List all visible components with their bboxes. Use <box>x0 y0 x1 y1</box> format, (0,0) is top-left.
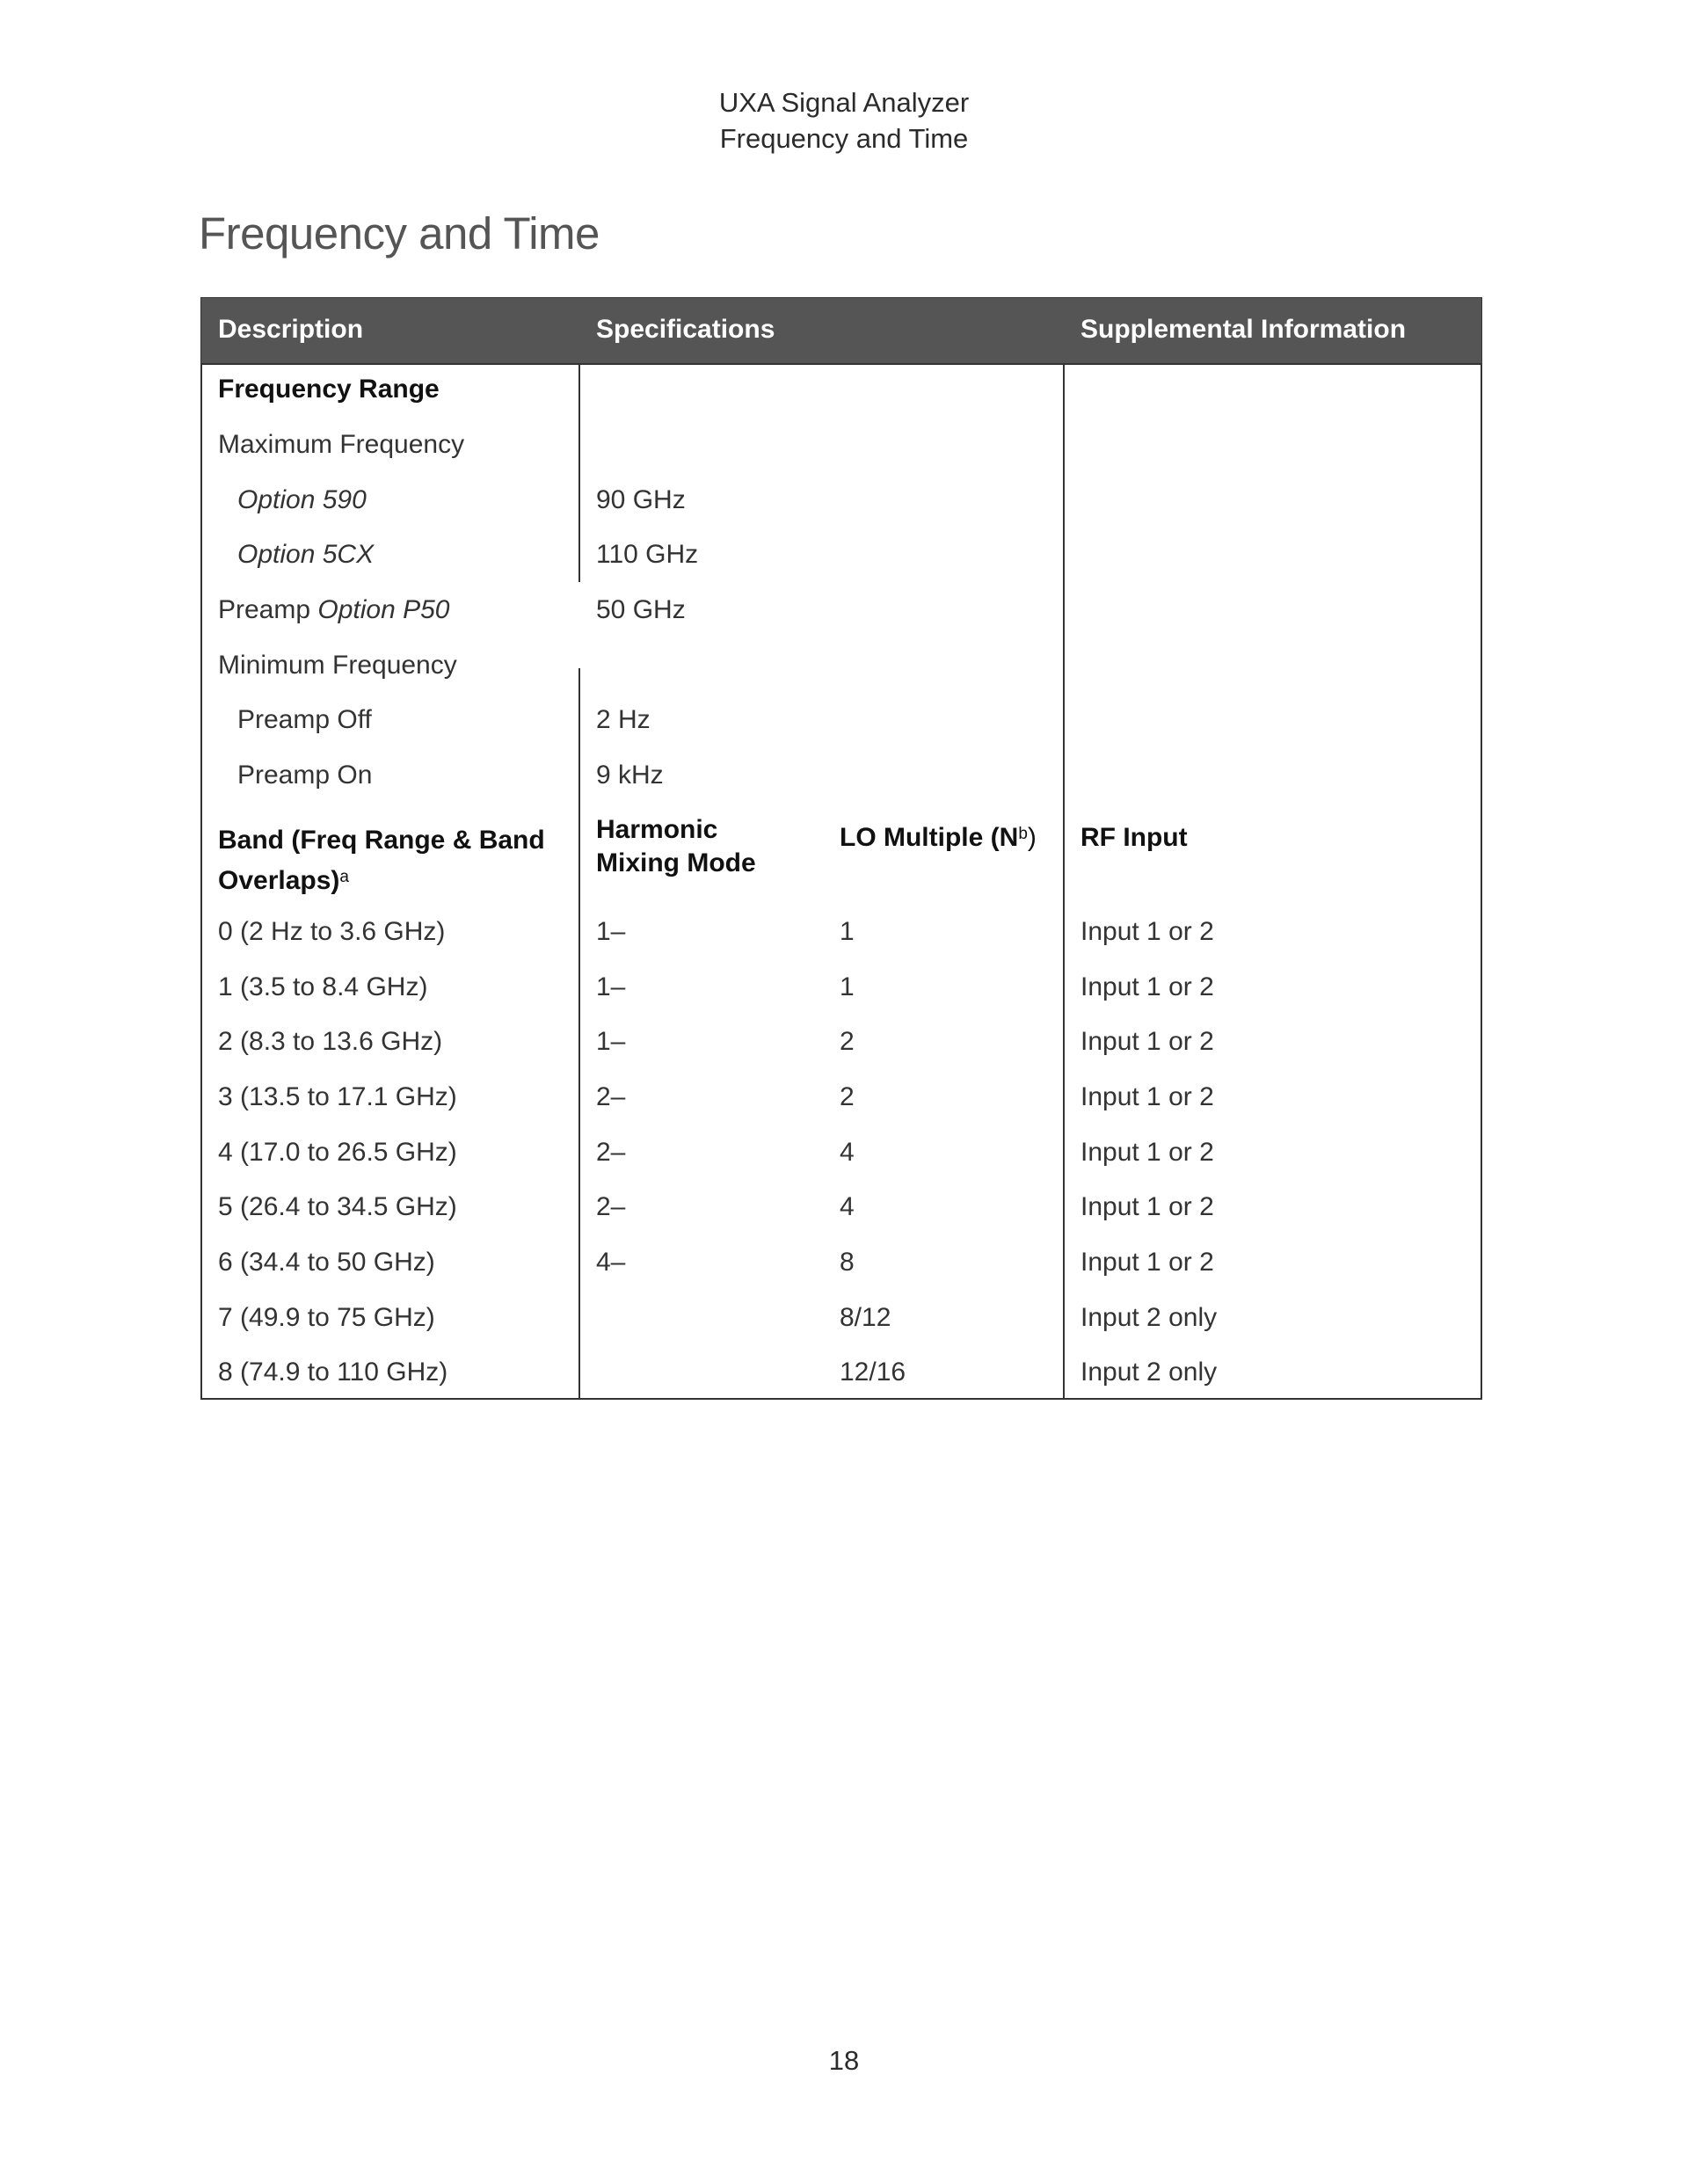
band-3: 3 (13.5 to 17.1 GHz) <box>218 1082 457 1111</box>
band-0-lo: 1 <box>840 917 855 946</box>
band-6: 6 (34.4 to 50 GHz) <box>218 1248 435 1277</box>
lo-multiple-text: LO Multiple (N <box>840 823 1019 852</box>
band-1-lo: 1 <box>840 972 855 1001</box>
band-7-lo: 8/12 <box>840 1303 891 1332</box>
band-7: 7 (49.9 to 75 GHz) <box>218 1303 435 1332</box>
footnote-a: a <box>339 868 349 886</box>
harmonic-mixing-header: Harmonic Mixing Mode <box>596 815 756 877</box>
option-5cx-label: Option 5CX <box>237 540 375 569</box>
band-header-text: Band (Freq Range & Band Overlaps) <box>218 826 545 895</box>
band-0: 0 (2 Hz to 3.6 GHz) <box>218 917 446 946</box>
section-title: Frequency and Time <box>199 208 600 258</box>
option-5cx-value: 110 GHz <box>596 540 699 569</box>
preamp-off-value: 2 Hz <box>596 705 651 734</box>
band-5-rf: Input 1 or 2 <box>1080 1192 1214 1221</box>
band-8: 8 (74.9 to 110 GHz) <box>218 1358 448 1387</box>
band-2-rf: Input 1 or 2 <box>1080 1027 1214 1056</box>
header-rule <box>200 363 1482 365</box>
preamp-on-value: 9 kHz <box>596 761 664 790</box>
option-590-label: Option 590 <box>237 485 367 514</box>
band-2-mode: 1– <box>596 1027 626 1056</box>
band-3-rf: Input 1 or 2 <box>1080 1082 1214 1111</box>
band-5-lo: 4 <box>840 1192 855 1221</box>
band-5-mode: 2– <box>596 1192 626 1221</box>
band-5: 5 (26.4 to 34.5 GHz) <box>218 1192 457 1221</box>
band-1-rf: Input 1 or 2 <box>1080 972 1214 1001</box>
column-divider <box>1063 364 1065 1400</box>
preamp-option-label <box>218 593 450 627</box>
rf-input-header: RF Input <box>1080 823 1188 852</box>
band-2-lo: 2 <box>840 1027 855 1056</box>
band-4-mode: 2– <box>596 1138 626 1167</box>
option-590-value: 90 GHz <box>596 485 686 514</box>
preamp-off-label: Preamp Off <box>237 705 372 734</box>
column-divider <box>578 364 580 582</box>
band-6-rf: Input 1 or 2 <box>1080 1248 1214 1277</box>
preamp-prefix: Preamp <box>218 595 311 624</box>
frequency-range-title: Frequency Range <box>218 375 440 404</box>
band-1-mode: 1– <box>596 972 626 1001</box>
header-description: Description <box>218 315 364 344</box>
header-specifications: Specifications <box>596 315 775 344</box>
band-0-mode: 1– <box>596 917 626 946</box>
preamp-on-label: Preamp On <box>237 761 373 790</box>
page-number: 18 <box>828 2045 860 2076</box>
band-1: 1 (3.5 to 8.4 GHz) <box>218 972 428 1001</box>
running-head-section: Frequency and Time <box>719 123 969 154</box>
band-4: 4 (17.0 to 26.5 GHz) <box>218 1138 457 1167</box>
max-frequency-label: Maximum Frequency <box>218 430 465 459</box>
band-4-lo: 4 <box>840 1138 855 1167</box>
band-column-header <box>218 820 570 901</box>
lo-multiple-header <box>840 821 1037 855</box>
band-0-rf: Input 1 or 2 <box>1080 917 1214 946</box>
running-head-product: UXA Signal Analyzer <box>718 87 970 118</box>
header-supplemental: Supplemental Information <box>1080 315 1407 344</box>
preamp-option: Option P50 <box>317 595 450 624</box>
min-frequency-label: Minimum Frequency <box>218 651 457 680</box>
running-head <box>0 84 1688 157</box>
band-7-rf: Input 2 only <box>1080 1303 1218 1332</box>
column-divider <box>578 668 580 1400</box>
band-3-mode: 2– <box>596 1082 626 1111</box>
band-4-rf: Input 1 or 2 <box>1080 1138 1214 1167</box>
preamp-option-value: 50 GHz <box>596 595 686 624</box>
band-2: 2 (8.3 to 13.6 GHz) <box>218 1027 443 1056</box>
band-8-lo: 12/16 <box>840 1358 906 1387</box>
band-8-rf: Input 2 only <box>1080 1358 1218 1387</box>
band-6-lo: 8 <box>840 1248 855 1277</box>
lo-multiple-close: ) <box>1027 823 1037 852</box>
band-3-lo: 2 <box>840 1082 855 1111</box>
band-6-mode: 4– <box>596 1248 626 1277</box>
footnote-b: b <box>1018 825 1028 843</box>
